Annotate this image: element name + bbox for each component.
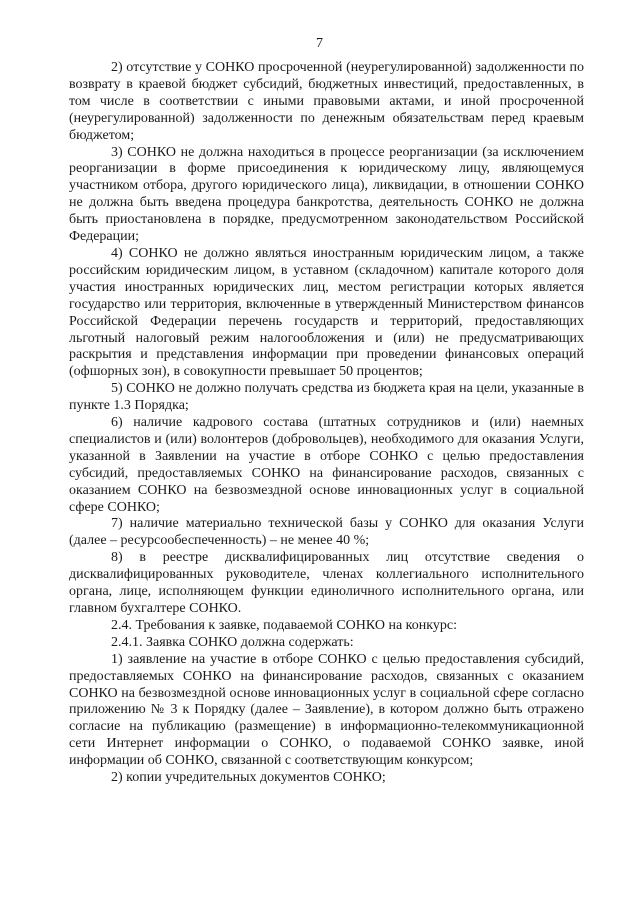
- paragraph-item-7-material-base: 7) наличие материально технической базы у СОНКО для оказания Услуги (далее – ресурсообеспеченность) – не менее 40 %;: [69, 516, 584, 549]
- section-heading-2-4-1: 2.4.1. Заявка СОНКО должна содержать:: [111, 634, 354, 650]
- paragraph-item-5-no-budget-funds: 5) СОНКО не должно получать средства из бюджета края на цели, указанные в пункте 1.3 Порядка;: [69, 381, 584, 414]
- paragraph-application-statement: 1) заявление на участие в отборе СОНКО с целью предоставления субсидий, предоставляемых СОНКО на финансирование расходов, связанных с оказанием СОНКО на безвозмездной основе инновационных услуг в социальной сфере согласно приложению № 3 к Порядку (далее – Заявление), в котором должно быть отражено согласие на публикацию (размещение) в информационно-телекоммуникационной сети Интернет информации о СОНКО, о подаваемой СОНКО заявке, иной информации об СОНКО, связанной с соответствующим конкурсом;: [69, 651, 584, 769]
- paragraph-founding-documents: 2) копии учредительных документов СОНКО;: [111, 770, 386, 786]
- paragraph-item-4-not-foreign-entity: 4) СОНКО не должно являться иностранным юридическим лицом, а также российским юридическим лицом, в уставном (складочном) капитале которого доля участия иностранных юридических лиц, местом регистрации которых является государство или территория, включенные в утвержденный Министерством финансов Российской Федерации перечень государств и территорий, предоставляющих льготный налоговый режим налогообложения и (или) не предусматривающих раскрытия и представления информации при проведении финансовых операций (офшорных зон), в совокупности превышает 50 процентов;: [69, 245, 584, 380]
- paragraph-item-3-no-reorganization: 3) СОНКО не должна находиться в процессе реорганизации (за исключением реорганизации в форме присоединения к юридическому лицу, являющемуся участником отбора, другого юридического лица), ликвидации, в отношении СОНКО не должна быть введена процедура банкротства, деятельность СОНКО не должна быть приостановлена в порядке, предусмотренном законодательством Российской Федерации;: [69, 144, 584, 245]
- paragraph-item-8-disqualified-registry: 8) в реестре дисквалифицированных лиц отсутствие сведения о дисквалифицированных руководителе, членах коллегиального исполнительного органа, лице, исполняющем функции единоличного исполнительного органа, или главном бухгалтере СОНКО.: [69, 550, 584, 616]
- page-number: 7: [316, 36, 323, 51]
- section-heading-2-4: 2.4. Требования к заявке, подаваемой СОНКО на конкурс:: [111, 617, 457, 633]
- paragraph-item-2-no-debt: 2) отсутствие у СОНКО просроченной (неурегулированной) задолженности по возврату в краевой бюджет субсидий, бюджетных инвестиций, предоставленных, в том числе в соответствии с иными правовыми актами, и иной просроченной (неурегулированной) задолженности по денежным обязательствам перед краевым бюджетом;: [69, 60, 584, 143]
- paragraph-item-6-staff: 6) наличие кадрового состава (штатных сотрудников и (или) наемных специалистов и (или) волонтеров (добровольцев), необходимого для оказания Услуги, указанной в Заявлении на участие в отборе СОНКО с целью предоставления субсидий, предоставляемых СОНКО на финансирование расходов, связанных с оказанием СОНКО на безвозмездной основе инновационных услуг в социальной сфере СОНКО;: [69, 415, 584, 515]
- document-body: [69, 60, 584, 787]
